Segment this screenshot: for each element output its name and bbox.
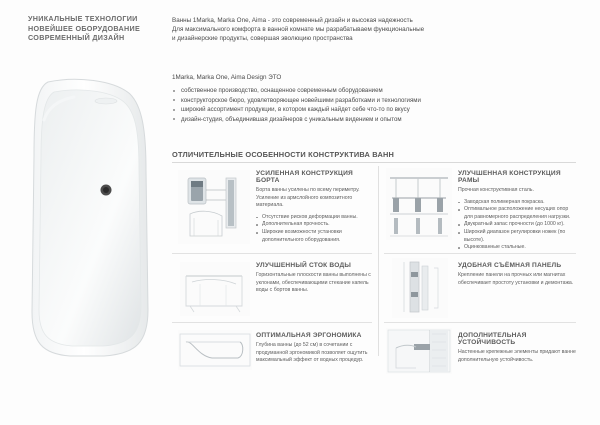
bathtub-photo — [18, 60, 164, 360]
feature-intro: Настенные крепежные элементы придают ванне дополнительную устойчивость. — [458, 349, 576, 363]
feature-title: УСИЛЕННАЯ КОНСТРУКЦИЯ БОРТА — [256, 170, 353, 184]
list-item: широкий ассортимент продукции, в котором каждый найдет себе что-то по вкусу — [172, 105, 592, 115]
list-item: конструкторское бюро, удовлетворяющее новейшими разработками и технологиями — [172, 96, 592, 106]
ergonomics-section-diagram — [178, 330, 252, 370]
column-divider — [378, 166, 379, 356]
intro-line-2: Для максимального комфорта в ванной комнате мы разрабатываем функциональные — [172, 26, 425, 34]
feature-intro: Прочная конструктивная сталь. — [458, 187, 534, 193]
feature-removable-panel — [458, 262, 576, 287]
feature-item-list — [458, 199, 576, 252]
bullets-heading: 1Marka, Marka One, Aima Design ЭТО — [172, 74, 282, 81]
list-item: Заводская полимерная покраска. — [458, 199, 576, 207]
list-item: Оптимальное расположение несущих опор для равномерного распределения нагрузки. — [458, 206, 576, 221]
bathtub-illustration — [18, 60, 164, 360]
feature-intro: Глубина ванны (до 52 см) в сочетании с продуманной эргономикой позволяет ощутить максимальный эффект от водных процедур. — [256, 342, 368, 364]
feature-title: ОПТИМАЛЬНАЯ ЭРГОНОМИКА — [256, 332, 362, 339]
feature-optimal-ergonomics — [256, 332, 374, 365]
row-divider-right-1 — [384, 253, 576, 254]
feature-reinforced-rim — [256, 170, 374, 244]
frame-structure-diagram — [386, 168, 452, 240]
rim-cross-section-diagram — [178, 170, 250, 244]
wall-bracket-diagram — [386, 328, 452, 374]
list-item: Широкие возможности установки дополнительного оборудования. — [256, 229, 374, 244]
list-item: Широкий диапазон регулировки ножек (по высоте). — [458, 229, 576, 244]
feature-extra-stability — [458, 332, 576, 364]
feature-title: УЛУЧШЕННЫЙ СТОК ВОДЫ — [256, 262, 352, 269]
row-divider-left-1 — [172, 253, 372, 254]
feature-intro: Крепление панели на прочных или магнитах обеспечивает простоту установки и демонтажа. — [458, 272, 574, 286]
feature-intro: Горизонтальные плоскости ванны выполнены с уклонами, обеспечивающими стекание капель воды с бортов ванны. — [256, 272, 371, 294]
feature-thumb-reinforced-rim — [178, 170, 250, 244]
section-heading: ОТЛИЧИТЕЛЬНЫЕ ОСОБЕННОСТИ КОНСТРУКТИВА ВАНН — [172, 150, 395, 159]
brand-bullet-list — [172, 86, 592, 124]
page-title-line-3: СОВРЕМЕННЫЙ ДИЗАЙН — [28, 33, 125, 43]
footer-strip — [0, 411, 600, 425]
page-title-line-1: УНИКАЛЬНЫЕ ТЕХНОЛОГИИ — [28, 14, 138, 23]
list-item: Отсутствие рисков деформации ванны. — [256, 214, 374, 222]
list-item: Двукратный запас прочности (до 1000 кг). — [458, 221, 576, 229]
feature-title: ДОПОЛНИТЕЛЬНАЯ УСТОЙЧИВОСТЬ — [458, 332, 527, 346]
drain-slope-diagram — [180, 262, 250, 316]
feature-thumb-optimal-ergonomics — [178, 330, 252, 370]
intro-paragraph — [172, 16, 592, 44]
feature-title: УЛУЧШЕННАЯ КОНСТРУКЦИЯ РАМЫ — [458, 170, 561, 184]
feature-item-list — [256, 214, 374, 244]
feature-title: УДОБНАЯ СЪЁМНАЯ ПАНЕЛЬ — [458, 262, 562, 269]
row-divider-left-2 — [172, 322, 372, 323]
intro-line-3: и дизайнерские продукты, совершая эволюцию пространства — [172, 35, 353, 43]
feature-thumb-improved-frame — [386, 168, 452, 240]
list-item: дизайн-студия, объединившая дизайнеров с уникальным видением и опытом — [172, 115, 592, 125]
feature-improved-frame — [458, 170, 576, 252]
feature-thumb-improved-drain — [180, 262, 250, 316]
feature-thumb-removable-panel — [392, 258, 448, 318]
feature-thumb-extra-stability — [386, 328, 452, 374]
row-divider-right-2 — [384, 322, 576, 323]
removable-panel-diagram — [392, 258, 448, 318]
feature-intro: Борта ванны усилены по всему периметру. Усиление из армслойного композитного материала. — [256, 187, 360, 209]
feature-improved-drain — [256, 262, 374, 295]
list-item: Оцинкованные стальные. — [458, 244, 576, 252]
page-title — [28, 14, 156, 43]
intro-line-1: Ванны 1Marka, Marka One, Aima - это современный дизайн и высокая надежность — [172, 17, 413, 24]
page-title-line-2: НОВЕЙШЕЕ ОБОРУДОВАНИЕ — [28, 23, 141, 33]
list-item: собственное производство, оснащенное современным оборудованием — [172, 86, 592, 96]
section-divider — [172, 162, 576, 163]
list-item: Дополнительная прочность. — [256, 221, 374, 229]
